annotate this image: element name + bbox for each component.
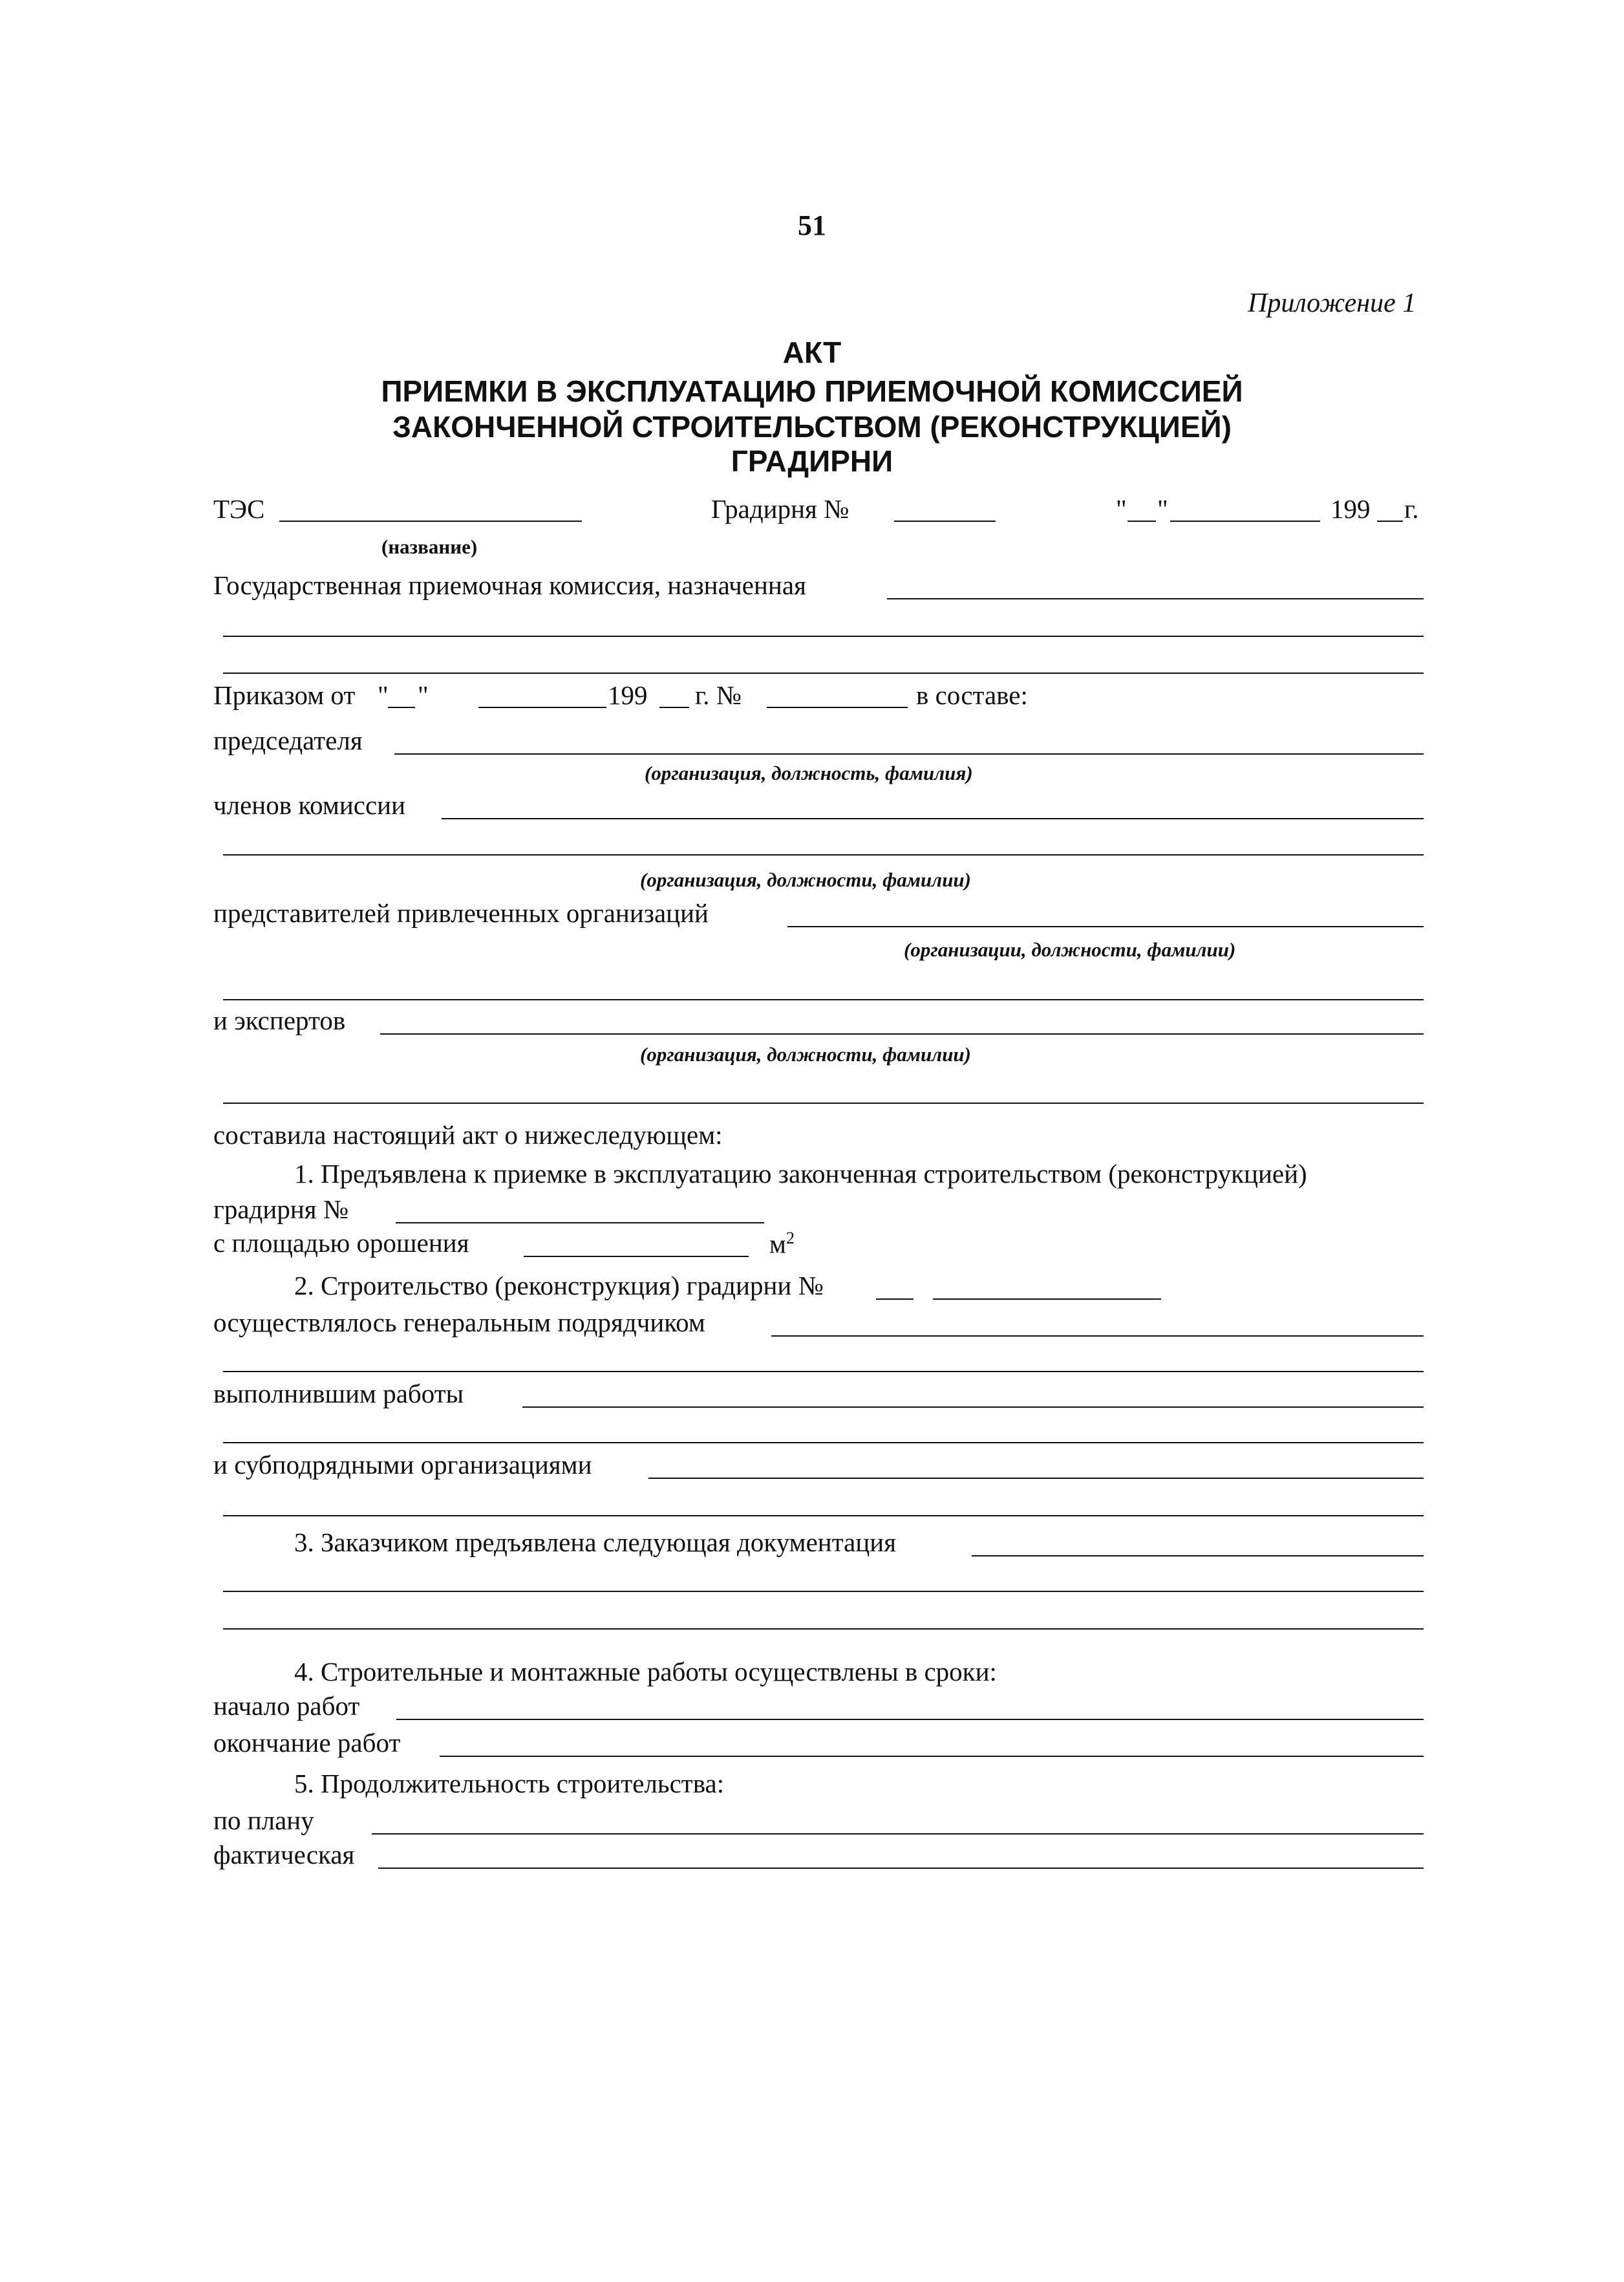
performed-label: выполнившим работы — [213, 1379, 464, 1408]
order-quote-open: " — [378, 680, 389, 710]
plan-field[interactable] — [372, 1833, 1424, 1835]
documentation-field-line3[interactable] — [223, 1628, 1424, 1630]
commission-label: Государственная приемочная комиссия, назначенная — [213, 570, 806, 600]
order-year-field[interactable] — [659, 707, 689, 708]
subcontractors-field[interactable] — [648, 1478, 1424, 1479]
start-field[interactable] — [396, 1719, 1424, 1720]
doc-title: АКТ — [782, 336, 842, 369]
representatives-label: представителей привлеченных организаций — [213, 898, 709, 928]
commission-field[interactable] — [887, 598, 1424, 599]
order-day-field[interactable] — [388, 707, 415, 708]
actual-label: фактическая — [213, 1840, 355, 1869]
tes-label: ТЭС — [213, 494, 265, 524]
representatives-field-line2[interactable] — [223, 999, 1424, 1000]
order-label: Приказом от — [213, 680, 356, 710]
year-field[interactable] — [1377, 521, 1403, 522]
members-label: членов комиссии — [213, 790, 406, 820]
item2-text: 2. Строительство (реконструкция) градирни № — [294, 1271, 824, 1300]
experts-field[interactable] — [380, 1033, 1424, 1035]
members-field[interactable] — [442, 818, 1424, 819]
chairman-caption: (организация, должность, фамилия) — [645, 762, 973, 784]
gradirnya-number-field[interactable] — [894, 521, 996, 522]
tes-caption: (название) — [381, 535, 478, 558]
order-number-field[interactable] — [767, 707, 908, 708]
representatives-field[interactable] — [787, 926, 1424, 927]
date-quote-close: " — [1157, 494, 1168, 524]
order-month-field[interactable] — [478, 707, 606, 708]
members-caption: (организация, должности, фамилии) — [640, 868, 971, 891]
general-contractor-label: осуществлялось генеральным подрядчиком — [213, 1308, 705, 1337]
performed-field[interactable] — [522, 1406, 1424, 1408]
end-label: окончание работ — [213, 1728, 401, 1758]
commission-field-line3[interactable] — [223, 673, 1424, 674]
gradirnya-label: Градирня № — [711, 494, 849, 524]
date-month-field[interactable] — [1170, 521, 1320, 522]
documentation-field-line2[interactable] — [223, 1591, 1424, 1592]
compiled-text: составила настоящий акт о нижеследующем: — [213, 1120, 723, 1150]
item1-area-field[interactable] — [524, 1256, 749, 1257]
chairman-field[interactable] — [394, 753, 1424, 755]
performed-field-line2[interactable] — [223, 1442, 1424, 1443]
item1-unit-sup: 2 — [785, 1229, 795, 1247]
appendix-label: Приложение 1 — [1248, 288, 1416, 318]
item1-unit-text: м — [769, 1229, 786, 1259]
representatives-caption: (организации, должности, фамилии) — [904, 938, 1236, 961]
plan-label: по плану — [213, 1805, 314, 1835]
subcontractors-label: и субподрядными организациями — [213, 1450, 592, 1480]
item2-number-field[interactable] — [876, 1298, 914, 1300]
actual-field[interactable] — [378, 1868, 1424, 1869]
item1-area-unit — [769, 1230, 795, 1258]
order-no-label: г. № — [695, 680, 742, 710]
order-year-label: 199 — [608, 680, 648, 710]
experts-caption: (организация, должности, фамилии) — [640, 1043, 971, 1066]
chairman-label: председателя — [213, 726, 363, 755]
start-label: начало работ — [213, 1691, 360, 1721]
date-day-field[interactable] — [1127, 521, 1156, 522]
members-field-line2[interactable] — [223, 854, 1424, 856]
date-quote-open: " — [1116, 494, 1127, 524]
item1-gradirnya-field[interactable] — [396, 1222, 764, 1223]
composition-label: в составе: — [916, 680, 1028, 710]
page-number: 51 — [798, 210, 826, 241]
item5-text: 5. Продолжительность строительства: — [294, 1769, 725, 1798]
general-contractor-field-line2[interactable] — [223, 1371, 1424, 1372]
experts-label: и экспертов — [213, 1006, 346, 1035]
doc-title-line4: ГРАДИРНИ — [731, 444, 893, 478]
item4-text: 4. Строительные и монтажные работы осуществлены в сроки: — [294, 1657, 997, 1686]
item1-gradirnya-label: градирня № — [213, 1194, 348, 1224]
subcontractors-field-line2[interactable] — [223, 1515, 1424, 1516]
item1-text: 1. Предъявлена к приемке в эксплуатацию законченная строительством (реконструкцией) — [294, 1159, 1307, 1189]
year-label: 199 — [1330, 494, 1371, 524]
item3-text: 3. Заказчиком предъявлена следующая документация — [294, 1527, 897, 1557]
commission-field-line2[interactable] — [223, 636, 1424, 637]
item2-number-field-ext[interactable] — [933, 1298, 1161, 1300]
documentation-field[interactable] — [972, 1555, 1424, 1556]
doc-title-line2: ПРИЕМКИ В ЭКСПЛУАТАЦИЮ ПРИЕМОЧНОЙ КОМИССИЕЙ — [381, 374, 1243, 408]
tes-name-field[interactable] — [279, 521, 582, 522]
year-suffix: г. — [1404, 494, 1419, 524]
experts-field-line2[interactable] — [223, 1103, 1424, 1104]
order-quote-close: " — [418, 680, 429, 710]
doc-title-line3: ЗАКОНЧЕННОЙ СТРОИТЕЛЬСТВОМ (РЕКОНСТРУКЦИЕЙ) — [392, 410, 1232, 444]
general-contractor-field[interactable] — [771, 1335, 1424, 1337]
end-field[interactable] — [440, 1756, 1424, 1757]
item1-area-label: с площадью орошения — [213, 1228, 469, 1258]
